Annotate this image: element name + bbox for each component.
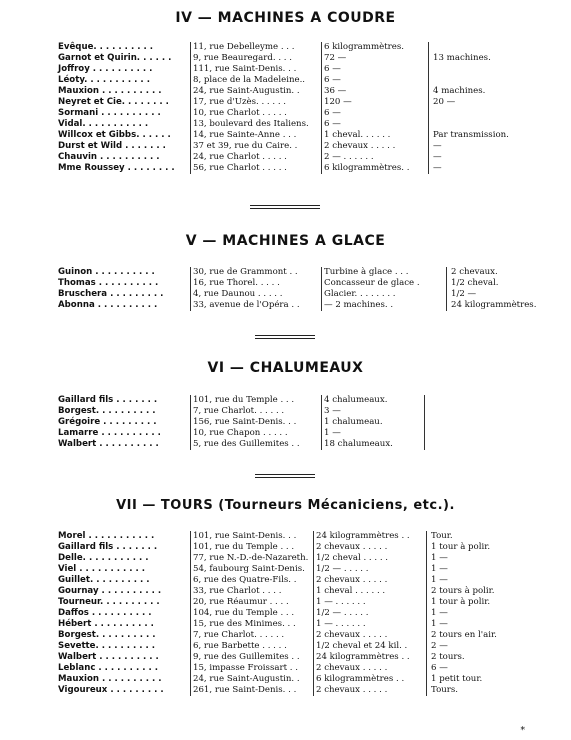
power: 1/2 — . . . . . [314,564,427,575]
power: 24 kilogrammètres . . [314,652,427,663]
company-name: Morel . . . . . . . . . . . [58,531,155,541]
table-row [58,652,497,663]
company-name: Garnot et Quirin. . . . . . [58,53,172,63]
footer-mark: * [520,726,525,736]
company-name: Tourneur. . . . . . . . . . [58,597,160,607]
address: 8, place de la Madeleine.. [191,75,322,86]
power: 6 kilogrammètres. [322,42,429,53]
address: 24, rue Saint-Augustin. . [191,674,314,685]
table-row [58,553,497,564]
table-row [58,542,497,553]
power: 2 — . . . . . . [322,152,429,163]
table-row [58,130,509,141]
address: 156, rue Saint-Denis. . . [191,417,322,428]
address: 16, rue Thorel. . . . . [191,278,322,289]
company-name: Viel . . . . . . . . . . . [58,564,146,574]
table-row [58,289,536,300]
section-divider [255,474,315,478]
power: 36 — [322,86,429,97]
note: 1 petit tour. [427,674,497,685]
power: 4 chalumeaux. [322,395,425,406]
table-row [58,685,497,696]
power: 1 — [322,428,425,439]
note: 1/2 — [447,289,537,300]
company-name: Evêque. . . . . . . . . . [58,42,153,52]
table-machines-a-coudre [58,42,509,174]
power: 6 — [322,119,429,130]
company-name: Willcox et Gibbs. . . . . . [58,130,171,140]
address: 54, faubourg Saint-Denis. [191,564,314,575]
company-name: Abonna . . . . . . . . . . [58,300,158,310]
company-name: Gournay . . . . . . . . . . [58,586,162,596]
note: 4 machines. [429,86,509,97]
note [429,119,509,130]
power: 2 chevaux . . . . . [322,141,429,152]
table-row [58,439,429,450]
company-name: Vigoureux . . . . . . . . . [58,685,164,695]
address: 9, rue Beauregard. . . . [191,53,322,64]
table-row [58,86,509,97]
note: 2 — [427,641,497,652]
address: 17, rue d'Uzès. . . . . . [191,97,322,108]
company-name: Mauxion . . . . . . . . . . [58,674,162,684]
company-name: Gaillard fils . . . . . . . [58,542,158,552]
power: 1 cheval. . . . . . [322,130,429,141]
company-name: Guinon . . . . . . . . . . [58,267,155,277]
power: 1/2 — . . . . . [314,608,427,619]
power: 1 — . . . . . . [314,619,427,630]
note: 6 — [427,663,497,674]
company-name: Lamarre . . . . . . . . . . [58,428,161,438]
company-name: Leblanc . . . . . . . . . . [58,663,158,673]
company-name: Grégoire . . . . . . . . . [58,417,157,427]
note: 1/2 cheval. [447,278,537,289]
address: 101, rue Saint-Denis. . . [191,531,314,542]
table-machines-a-glace [58,267,536,311]
table-row [58,119,509,130]
note: — [429,141,509,152]
address: 111, rue Saint-Denis. . . [191,64,322,75]
note [425,406,430,417]
company-name: Walbert . . . . . . . . . . [58,439,159,449]
table-row [58,575,497,586]
address: 24, rue Charlot . . . . . [191,152,322,163]
company-name: Borgest. . . . . . . . . . [58,406,156,416]
table-row [58,663,497,674]
address: 33, rue Charlot . . . . [191,586,314,597]
note [425,428,430,439]
section-divider [255,335,315,339]
address: 9, rue des Guillemites . . [191,652,314,663]
power: 6 — [322,108,429,119]
company-name: Guillet. . . . . . . . . . [58,575,150,585]
power: 2 chevaux . . . . . [314,630,427,641]
table-row [58,152,509,163]
address: 24, rue Saint-Augustin. . [191,86,322,97]
note: — [429,152,509,163]
section-title-machines-a-coudre: IV — MACHINES A COUDRE [175,10,396,26]
power: Glacier. . . . . . . . [322,289,447,300]
table-row [58,64,509,75]
power: 1/2 cheval et 24 kil. . [314,641,427,652]
table-row [58,406,429,417]
table-row [58,564,497,575]
note: 2 tours. [427,652,497,663]
address: 14, rue Sainte-Anne . . . [191,130,322,141]
note [429,75,509,86]
table-row [58,300,536,311]
address: 37 et 39, rue du Caire. . [191,141,322,152]
address: 6, rue des Quatre-Fils. . [191,575,314,586]
note: Par transmission. [429,130,509,141]
table-row [58,108,509,119]
power: 6 kilogrammètres . . [314,674,427,685]
table-row [58,586,497,597]
table-row [58,428,429,439]
table-row [58,395,429,406]
table-row [58,619,497,630]
address: 13, boulevard des Italiens. [191,119,322,130]
power: 2 chevaux . . . . . [314,575,427,586]
power: 6 — [322,64,429,75]
company-name: Gaillard fils . . . . . . . [58,395,158,405]
company-name: Sormani . . . . . . . . . . [58,108,161,118]
table-tours [58,531,497,696]
company-name: Vidal. . . . . . . . . . . [58,119,149,129]
address: 15, impasse Froissart . . [191,663,314,674]
power: 24 kilogrammètres . . [314,531,427,542]
power: Concasseur de glace . [322,278,447,289]
power: 6 — [322,75,429,86]
address: 5, rue des Guillemites . . [191,439,322,450]
table-row [58,53,509,64]
address: 7, rue Charlot. . . . . . [191,406,322,417]
company-name: Neyret et Cie. . . . . . . . [58,97,169,107]
company-name: Mme Roussey . . . . . . . . [58,163,175,173]
power: 2 chevaux . . . . . [314,542,427,553]
address: 77, rue N.-D.-de-Nazareth. [191,553,314,564]
note: 13 machines. [429,53,509,64]
power: 6 kilogrammètres. . [322,163,429,174]
table-row [58,278,536,289]
note: Tours. [427,685,497,696]
section-title-chalumeaux: VI — CHALUMEAUX [207,360,364,376]
note: 24 kilogrammètres. [447,300,537,311]
address: 10, rue Chapon . . . . . [191,428,322,439]
company-name: Durst et Wild . . . . . . . [58,141,166,151]
address: 20, rue Réaumur . . . . [191,597,314,608]
address: 56, rue Charlot . . . . . [191,163,322,174]
address: 30, rue de Grammont . . [191,267,322,278]
section-title-tours: VII — TOURS (Tourneurs Mécaniciens, etc.). [116,498,455,513]
company-name: Joffroy . . . . . . . . . . [58,64,153,74]
table-row [58,641,497,652]
power: 1 chalumeau. [322,417,425,428]
power: 1/2 cheval . . . . . [314,553,427,564]
note [429,64,509,75]
company-name: Walbert . . . . . . . . . . [58,652,159,662]
table-row [58,163,509,174]
note: 2 tours à polir. [427,586,497,597]
power: 2 chevaux . . . . . [314,663,427,674]
table-row [58,42,509,53]
company-name: Thomas . . . . . . . . . . [58,278,159,288]
note [425,417,430,428]
note: 1 — [427,575,497,586]
note [425,395,430,406]
note: 1 — [427,553,497,564]
company-name: Delle. . . . . . . . . . . [58,553,149,563]
power: Turbine à glace . . . [322,267,447,278]
address: 261, rue Saint-Denis. . . [191,685,314,696]
power: 1 — . . . . . . [314,597,427,608]
table-row [58,97,509,108]
address: 104, rue du Temple . . . [191,608,314,619]
address: 7, rue Charlot. . . . . . [191,630,314,641]
table-chalumeaux [58,395,429,450]
note: Tour. [427,531,497,542]
company-name: Chauvin . . . . . . . . . . [58,152,160,162]
address: 101, rue du Temple . . . [191,542,314,553]
note: — [429,163,509,174]
table-row [58,141,509,152]
note: 1 tour à polir. [427,542,497,553]
power: 120 — [322,97,429,108]
address: 101, rue du Temple . . . [191,395,322,406]
table-row [58,597,497,608]
address: 11, rue Debelleyme . . . [191,42,322,53]
address: 15, rue des Minimes. . . [191,619,314,630]
section-title-machines-a-glace: V — MACHINES A GLACE [185,233,386,249]
note [425,439,430,450]
table-row [58,674,497,685]
table-row [58,608,497,619]
note [429,108,509,119]
note: 1 tour à polir. [427,597,497,608]
power: — 2 machines. . [322,300,447,311]
company-name: Mauxion . . . . . . . . . . [58,86,162,96]
note: 2 chevaux. [447,267,537,278]
address: 10, rue Charlot . . . . . [191,108,322,119]
address: 6, rue Barbette . . . . . [191,641,314,652]
table-row [58,531,497,542]
power: 1 cheval . . . . . . [314,586,427,597]
company-name: Hébert . . . . . . . . . . [58,619,154,629]
table-row [58,75,509,86]
note: 1 — [427,619,497,630]
section-divider [250,205,320,209]
power: 3 — [322,406,425,417]
power: 18 chalumeaux. [322,439,425,450]
company-name: Bruschera . . . . . . . . . [58,289,164,299]
note: 20 — [429,97,509,108]
table-row [58,267,536,278]
table-row [58,417,429,428]
table-row [58,630,497,641]
company-name: Sevette. . . . . . . . . . [58,641,156,651]
note: 1 — [427,564,497,575]
note [429,42,509,53]
power: 72 — [322,53,429,64]
address: 33, avenue de l'Opéra . . [191,300,322,311]
company-name: Daffos . . . . . . . . . . [58,608,152,618]
company-name: Borgest. . . . . . . . . . [58,630,156,640]
address: 4, rue Daunou . . . . . [191,289,322,300]
note: 2 tours en l'air. [427,630,497,641]
power: 2 chevaux . . . . . [314,685,427,696]
note: 1 — [427,608,497,619]
company-name: Léoty. . . . . . . . . . . [58,75,150,85]
